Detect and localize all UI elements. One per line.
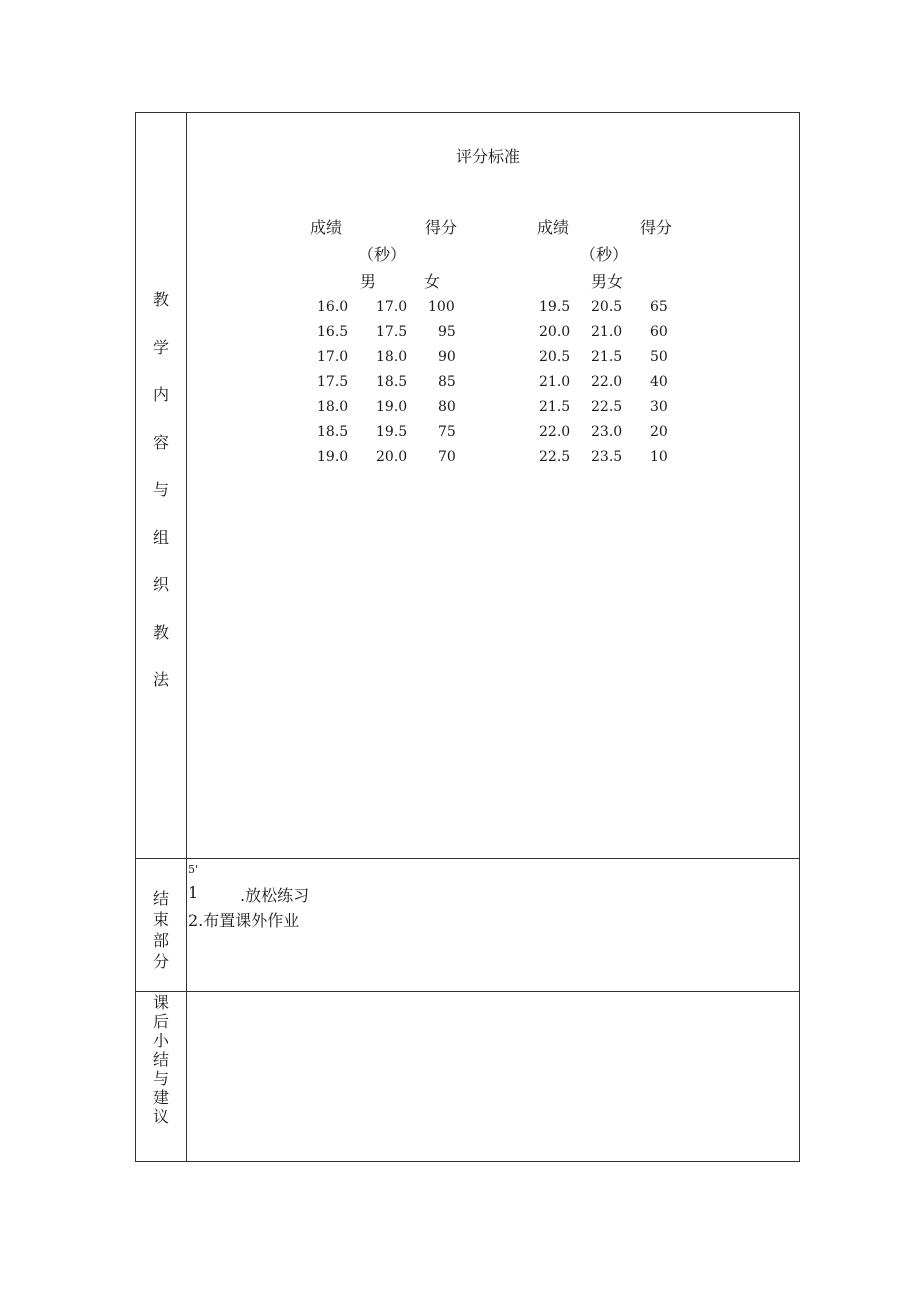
right-points: 30	[650, 399, 668, 415]
right-points: 40	[650, 374, 668, 390]
ending-section-label	[136, 888, 186, 972]
right-female-time: 22.0	[591, 374, 623, 390]
left-male-label: 男	[360, 272, 377, 291]
left-points: 90	[438, 349, 456, 365]
label-char: 分	[152, 952, 169, 971]
right-female-time: 23.5	[591, 449, 623, 465]
right-points: 65	[650, 299, 668, 315]
left-male-time: 16.0	[317, 299, 349, 315]
left-female-time: 18.5	[376, 374, 408, 390]
label-char: 小	[152, 1031, 169, 1050]
label-char: 内	[152, 385, 169, 404]
summary-section-label	[136, 993, 186, 1126]
left-score-header: 成绩	[310, 218, 343, 237]
label-char: 教	[152, 290, 169, 309]
row-divider-1	[136, 858, 799, 859]
label-char: 束	[152, 910, 169, 929]
left-points: 95	[438, 324, 456, 340]
left-male-time: 17.0	[317, 349, 349, 365]
row-divider-2	[136, 991, 799, 992]
right-points: 60	[650, 324, 668, 340]
label-char: 结	[152, 889, 169, 908]
teaching-content-label	[136, 289, 186, 717]
left-female-time: 17.0	[376, 299, 408, 315]
label-char: 与	[152, 1069, 169, 1088]
label-char: 建	[152, 1088, 169, 1107]
left-male-time: 18.5	[317, 424, 349, 440]
label-char: 教	[152, 622, 169, 642]
scoring-title: 评分标准	[456, 147, 521, 166]
column-divider	[186, 113, 187, 1161]
item-2-text: 2.布置课外作业	[188, 911, 300, 930]
right-male-time: 21.0	[539, 374, 571, 390]
right-female-time: 21.5	[591, 349, 623, 365]
label-char: 议	[152, 1107, 169, 1126]
right-points: 20	[650, 424, 668, 440]
left-female-label: 女	[424, 272, 441, 291]
right-female-time: 22.5	[591, 399, 623, 415]
label-char: 织	[152, 575, 169, 594]
label-char: 结	[152, 1050, 169, 1069]
right-male-time: 22.0	[539, 424, 571, 440]
left-male-time: 19.0	[317, 449, 349, 465]
left-points: 80	[438, 399, 456, 415]
label-char: 容	[152, 432, 169, 452]
left-female-time: 19.5	[376, 424, 408, 440]
left-male-time: 18.0	[317, 399, 349, 415]
right-male-time: 21.5	[539, 399, 571, 415]
right-male-time: 22.5	[539, 449, 571, 465]
left-female-time: 19.0	[376, 399, 408, 415]
label-char: 课	[152, 993, 169, 1012]
right-male-time: 20.0	[539, 324, 571, 340]
item-1-number: 1	[188, 883, 199, 902]
left-points: 100	[428, 299, 455, 315]
right-male-time: 20.5	[539, 349, 571, 365]
time-note: 5'	[188, 863, 199, 876]
item-1-text: .放松练习	[240, 886, 310, 905]
right-male-female-label: 男女	[591, 272, 624, 291]
left-points-header: 得分	[425, 218, 458, 237]
left-female-time: 20.0	[376, 449, 408, 465]
left-male-time: 17.5	[317, 374, 349, 390]
label-char: 后	[152, 1012, 169, 1031]
left-female-time: 18.0	[376, 349, 408, 365]
right-female-time: 21.0	[591, 324, 623, 340]
label-char: 与	[152, 480, 169, 499]
left-points: 85	[438, 374, 456, 390]
right-points: 50	[650, 349, 668, 365]
label-char: 部	[152, 931, 169, 950]
left-points: 70	[438, 449, 456, 465]
left-male-time: 16.5	[317, 324, 349, 340]
label-char: 法	[152, 670, 169, 689]
right-score-header: 成绩	[537, 218, 570, 237]
lesson-plan-table	[135, 112, 800, 1162]
label-char: 组	[152, 527, 169, 547]
right-points: 10	[650, 449, 668, 465]
right-points-header: 得分	[640, 218, 673, 237]
label-char: 学	[152, 337, 169, 357]
left-points: 75	[438, 424, 456, 440]
right-female-time: 23.0	[591, 424, 623, 440]
left-female-time: 17.5	[376, 324, 408, 340]
right-unit-label: （秒）	[580, 245, 629, 264]
right-female-time: 20.5	[591, 299, 623, 315]
left-unit-label: （秒）	[358, 245, 407, 264]
right-male-time: 19.5	[539, 299, 571, 315]
